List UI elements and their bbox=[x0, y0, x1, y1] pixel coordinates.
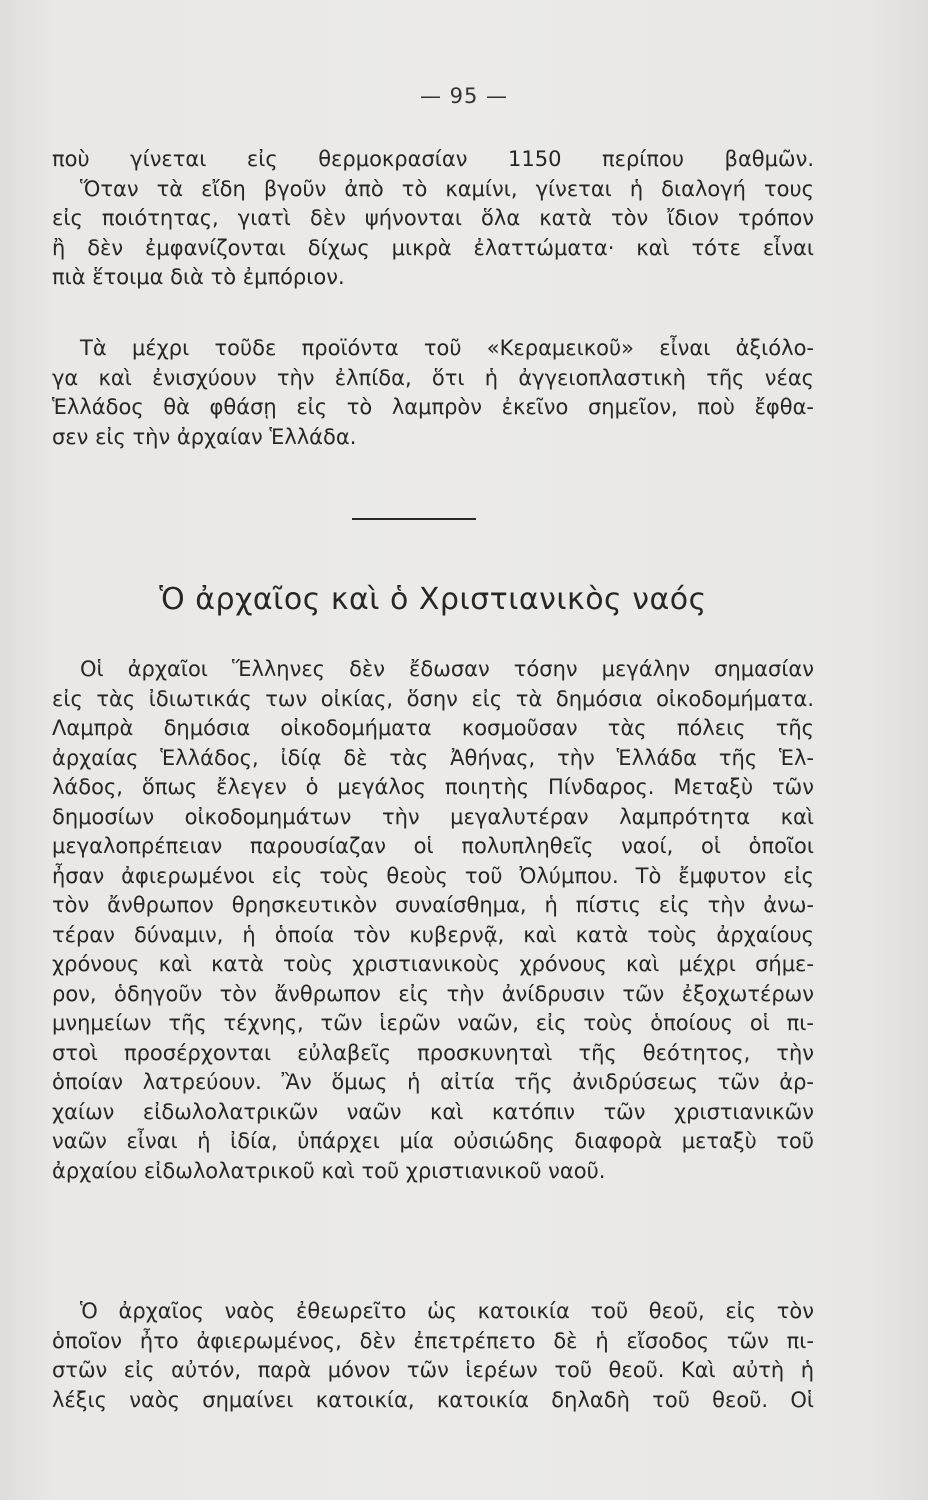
text-line: ἀρχαίας Ἑλλάδος, ἰδίᾳ δὲ τὰς Ἀθήνας, τὴν Ἑλλάδα τῆς Ἑλ- bbox=[52, 745, 814, 770]
fourth-paragraph bbox=[52, 1297, 814, 1415]
text-line: ποὺ γίνεται εἰς θερμοκρασίαν 1150 περίπου βαθμῶν. bbox=[52, 147, 814, 171]
text-line: ἢ δὲν ἐμφανίζονται δίχως μικρὰ ἐλαττώματα· καὶ τότε εἶναι bbox=[52, 235, 814, 260]
text-line: χρόνους καὶ κατὰ τοὺς χριστιανικοὺς χρόνους καὶ μέχρι σήμε- bbox=[52, 952, 814, 976]
third-paragraph bbox=[52, 655, 814, 1186]
text-line: χαίων εἰδωλολατρικῶν ναῶν καὶ κατόπιν τῶν χριστιανικῶν bbox=[52, 1099, 814, 1124]
text-line: ἀρχαίου εἰδωλολατρικοῦ καὶ τοῦ χριστιανικοῦ ναοῦ. bbox=[52, 1158, 606, 1183]
text-line: λέξις ναὸς σημαίνει κατοικία, κατοικία δηλαδὴ τοῦ θεοῦ. Οἱ bbox=[52, 1387, 814, 1412]
text-line: εἰς ποιότητας, γιατὶ δὲν ψήνονται ὅλα κατὰ τὸν ἴδιον τρόπον bbox=[52, 206, 814, 230]
text-line: ναῶν εἶναι ἡ ἰδία, ὑπάρχει μία οὐσιώδης διαφορὰ μεταξὺ τοῦ bbox=[52, 1129, 814, 1153]
text-line: στῶν εἰς αὐτόν, παρὰ μόνον τῶν ἱερέων τοῦ θεοῦ. Καὶ αὐτὴ ἡ bbox=[52, 1358, 814, 1382]
intro-paragraph bbox=[52, 145, 814, 293]
text-line: Οἱ ἀρχαῖοι Ἕλληνες δὲν ἔδωσαν τόσην μεγάλην σημασίαν bbox=[80, 657, 814, 681]
text-line: ὁποίαν λατρεύουν. Ἂν ὅμως ἡ αἰτία τῆς ἀνιδρύσεως τῶν ἀρ- bbox=[52, 1070, 814, 1094]
section-title: Ὁ ἀρχαῖος καὶ ὁ Χριστιανικὸς ναός bbox=[159, 582, 707, 617]
text-line: δημοσίων οἰκοδομημάτων τὴν μεγαλυτέραν λαμπρότητα καὶ bbox=[52, 804, 814, 829]
second-paragraph bbox=[52, 334, 814, 452]
text-line: μνημείων τῆς τέχνης, τῶν ἱερῶν ναῶν, εἰς τοὺς ὁποίους οἱ πι- bbox=[52, 1011, 814, 1035]
text-line: λάδος, ὅπως ἔλεγεν ὁ μεγάλος ποιητὴς Πίνδαρος. Μεταξὺ τῶν bbox=[52, 775, 814, 799]
text-line: τὸν ἄνθρωπον θρησκευτικὸν συναίσθημα, ἡ πίστις εἰς τὴν ἀνω- bbox=[52, 893, 814, 917]
text-line: Ἑλλάδος θὰ φθάσῃ εἰς τὸ λαμπρὸν ἐκεῖνο σημεῖον, ποὺ ἔφθα- bbox=[52, 395, 814, 419]
text-line: τέραν δύναμιν, ἡ ὁποία τὸν κυβερνᾷ, καὶ κατὰ τοὺς ἀρχαίους bbox=[52, 922, 814, 947]
text-line: πιὰ ἕτοιμα διὰ τὸ ἐμπόριον. bbox=[52, 265, 345, 289]
text-line: γα καὶ ἐνισχύουν τὴν ἐλπίδα, ὅτι ἡ ἀγγειοπλαστικὴ τῆς νέας bbox=[52, 365, 814, 390]
text-line: εἰς τὰς ἰδιωτικάς των οἰκίας, ὅσην εἰς τὰ δημόσια οἰκοδομήματα. bbox=[52, 686, 814, 711]
text-line: σεν εἰς τὴν ἀρχαίαν Ἑλλάδα. bbox=[52, 424, 357, 449]
text-line: ἦσαν ἀφιερωμένοι εἰς τοὺς θεοὺς τοῦ Ὀλύμπου. Τὸ ἔμφυτον εἰς bbox=[52, 863, 814, 888]
text-line: μεγαλοπρέπειαν παρουσίαζαν οἱ πολυπληθεῖς ναοί, οἱ ὁποῖοι bbox=[52, 834, 814, 858]
section-divider bbox=[352, 518, 476, 520]
text-line: Ὁ ἀρχαῖος ναὸς ἐθεωρεῖτο ὡς κατοικία τοῦ θεοῦ, εἰς τὸν bbox=[80, 1299, 814, 1323]
text-line: ρον, ὁδηγοῦν τὸν ἄνθρωπον εἰς τὴν ἀνίδρυσιν τῶν ἐξοχωτέρων bbox=[52, 981, 814, 1006]
text-line: Ὅταν τὰ εἴδη βγοῦν ἀπὸ τὸ καμίνι, γίνεται ἡ διαλογή τους bbox=[80, 176, 814, 201]
text-line: Λαμπρὰ δημόσια οἰκοδομήματα κοσμοῦσαν τὰς πόλεις τῆς bbox=[52, 716, 814, 740]
text-line: ὁποῖον ἦτο ἀφιερωμένος, δὲν ἐπετρέπετο δὲ ἡ εἴσοδος τῶν πι- bbox=[52, 1328, 814, 1353]
page-number: — 95 — bbox=[419, 84, 509, 108]
text-line: στοὶ προσέρχονται εὐλαβεῖς προσκυνηταὶ τῆς θεότητος, τὴν bbox=[52, 1040, 814, 1065]
text-line: Τὰ μέχρι τοῦδε προϊόντα τοῦ «Κεραμεικοῦ» εἶναι ἀξιόλο- bbox=[80, 336, 814, 360]
